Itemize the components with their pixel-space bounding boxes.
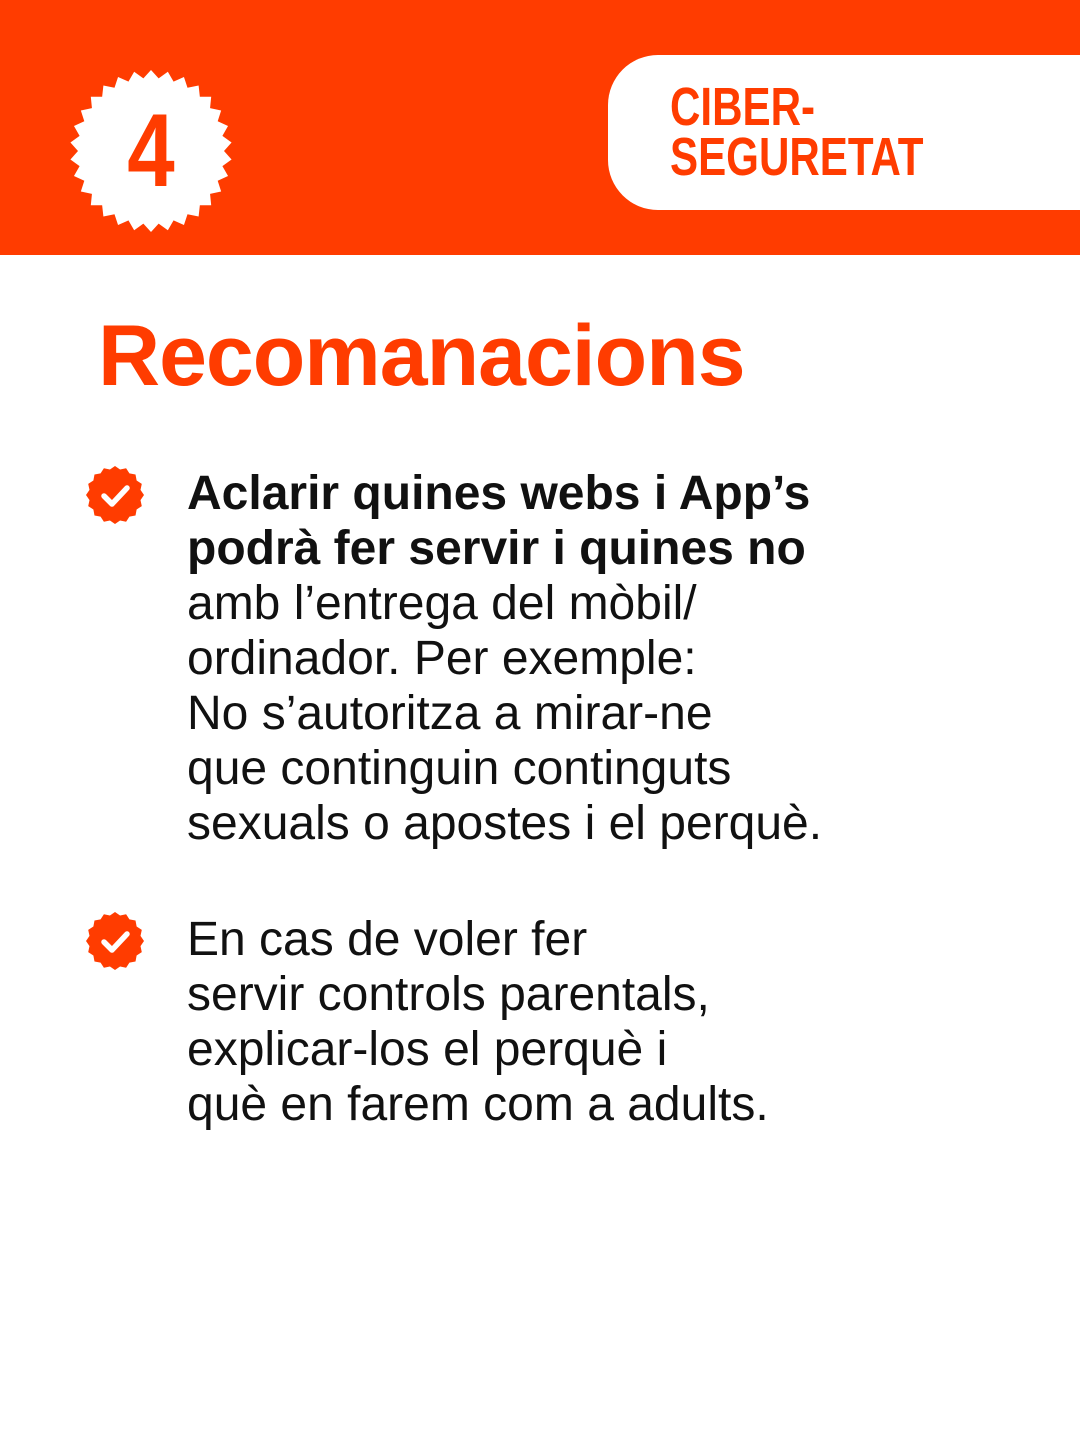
page-title: Recomanacions bbox=[98, 308, 745, 404]
list-item-line: que continguin continguts bbox=[187, 742, 732, 795]
check-badge-icon bbox=[86, 912, 144, 970]
list-item-text bbox=[187, 466, 1067, 851]
list-item-line: Aclarir quines webs i App’s bbox=[187, 467, 811, 520]
check-badge-icon bbox=[86, 466, 144, 524]
list-item-line: En cas de voler fer bbox=[187, 913, 588, 966]
list-item-text bbox=[187, 912, 1067, 1132]
category-tag-line-2: SEGURETAT bbox=[670, 127, 924, 187]
list-item-line: No s’autoritza a mirar-ne bbox=[187, 687, 713, 740]
bullet bbox=[86, 912, 144, 970]
number-badge bbox=[70, 70, 232, 232]
list-item-line: explicar-los el perquè i bbox=[187, 1023, 668, 1076]
bullet bbox=[86, 466, 144, 524]
category-tag-line-1: CIBER- bbox=[670, 77, 816, 137]
list-item-line: amb l’entrega del mòbil/ bbox=[187, 577, 697, 630]
category-tag-text bbox=[670, 77, 998, 187]
list-item-line: què en farem com a adults. bbox=[187, 1078, 769, 1131]
list-item-line: servir controls parentals, bbox=[187, 968, 710, 1021]
header-bar bbox=[0, 0, 1080, 255]
badge-number: 4 bbox=[127, 93, 175, 209]
category-tag bbox=[608, 55, 1080, 210]
list-item-line: ordinador. Per exemple: bbox=[187, 632, 697, 685]
list-item-line: podrà fer servir i quines no bbox=[187, 522, 806, 575]
list-item-line: sexuals o apostes i el perquè. bbox=[187, 797, 823, 850]
